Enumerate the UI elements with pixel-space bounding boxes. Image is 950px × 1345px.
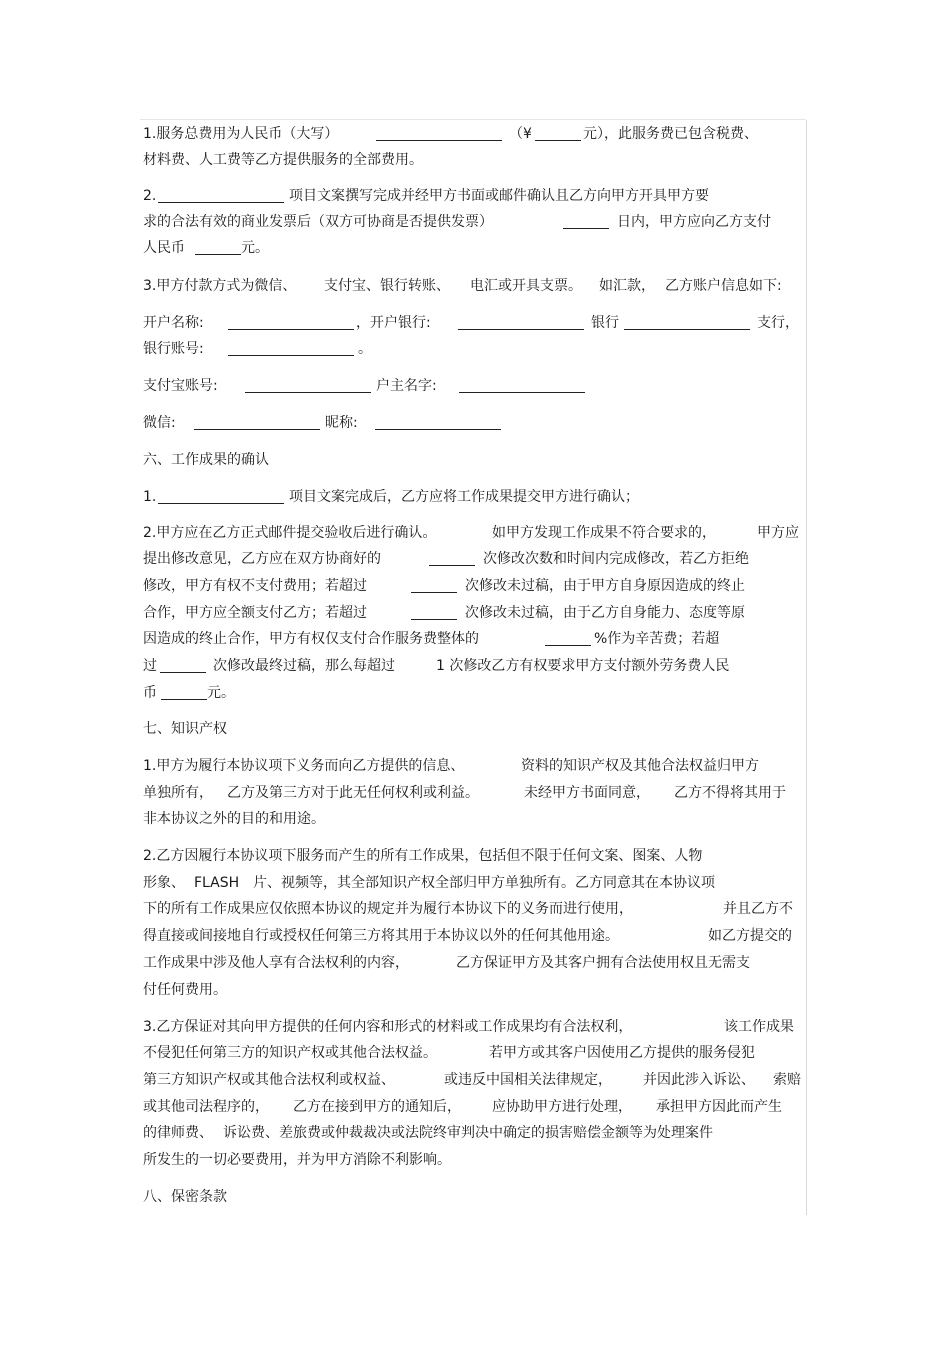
wechat-line: 微信: 昵称: bbox=[143, 412, 803, 434]
section-6-heading: 六、工作成果的确认 bbox=[143, 452, 269, 468]
account-number-blank[interactable] bbox=[228, 355, 354, 356]
account-line-1: 开户名称: ，开户银行: 银行 支行， bbox=[143, 315, 799, 331]
page-frame-right bbox=[806, 120, 807, 1215]
fee-amount-words-blank[interactable] bbox=[376, 140, 502, 141]
s6-c2-line-4: 合作，甲方应全额支付乙方；若超过 次修改未过稿，由于乙方自身能力、态度等原 bbox=[143, 605, 745, 621]
s7-c2-line-3: 下的所有工作成果应仅依照本协议的规定并为履行本协议下的义务而进行使用， 并且乙方不 bbox=[143, 901, 793, 917]
method-line: 3.甲方付款方式为微信、 支付宝、银行转账、 电汇或开具支票。 如汇款， 乙方账户信息如下: bbox=[143, 278, 782, 294]
s6-revision-count-blank[interactable] bbox=[429, 565, 475, 566]
s7-c3-line-3: 第三方知识产权或其他合法权利或权益、 或违反中国相关法律规定， 并因此涉入诉讼、 索赔 bbox=[143, 1072, 801, 1088]
account-bank-blank[interactable] bbox=[458, 329, 584, 330]
fee-amount-number-blank[interactable] bbox=[535, 140, 581, 141]
payment-line-3: 人民币 元。 bbox=[143, 240, 269, 256]
s7-c2-line-6: 付任何费用。 bbox=[143, 982, 227, 998]
wechat-nickname-blank[interactable] bbox=[375, 429, 501, 430]
fee-line-2: 材料费、人工费等乙方提供服务的全部费用。 bbox=[143, 152, 423, 168]
alipay-holder-blank[interactable] bbox=[459, 392, 585, 393]
section-8-heading: 八、保密条款 bbox=[143, 1189, 227, 1205]
s6-c2-line-6: 过 次修改最终过稿，那么每超过 1 次修改乙方有权要求甲方支付额外劳务费人民 bbox=[143, 658, 730, 674]
payment-line-1: 2. 项目文案撰写完成并经甲方书面或邮件确认且乙方向甲方开具甲方要 bbox=[143, 188, 709, 204]
s7-c2-line-5: 工作成果中涉及他人享有合法权利的内容， 乙方保证甲方及其客户拥有合法使用权且无需支 bbox=[143, 955, 750, 971]
s7-c2-line-4: 得直接或间接地自行或授权任何第三方将其用于本协议以外的任何其他用途。 如乙方提交的 bbox=[143, 928, 792, 944]
s7-c3-line-2: 不侵犯任何第三方的知识产权或其他合法权益。 若甲方或其客户因使用乙方提供的服务侵犯 bbox=[143, 1045, 755, 1061]
page-frame-top bbox=[140, 119, 806, 120]
s6-final-count-blank[interactable] bbox=[160, 672, 206, 673]
account-line-2: 银行账号: 。 bbox=[143, 341, 372, 357]
payment-project-blank[interactable] bbox=[158, 202, 284, 203]
payment-days-blank[interactable] bbox=[563, 228, 609, 229]
s7-c3-line-6: 所发生的一切必要费用，并为甲方消除不利影响。 bbox=[143, 1152, 451, 1168]
s7-c2-line-1: 2.乙方因履行本协议项下服务而产生的所有工作成果，包括但不限于任何文案、图案、人物 bbox=[143, 848, 703, 864]
section-7-heading: 七、知识产权 bbox=[143, 721, 227, 737]
s6-c2-line-1: 2.甲方应在乙方正式邮件提交验收后进行确认。 如甲方发现工作成果不符合要求的， 甲方应 bbox=[143, 525, 799, 541]
s6-project-blank[interactable] bbox=[158, 503, 284, 504]
fee-line-1: 1.服务总费用为人民币（大写） （¥ 元），此服务费已包含税费、 bbox=[143, 126, 758, 142]
s7-c2-line-2: 形象、 FLASH 片、视频等，其全部知识产权全部归甲方单独所有。乙方同意其在本协议项 bbox=[143, 875, 715, 891]
s6-overrun-blank-2[interactable] bbox=[411, 619, 457, 620]
account-name-blank[interactable] bbox=[228, 329, 354, 330]
payment-line-2: 求的合法有效的商业发票后（双方可协商是否提供发票） 日内，甲方应向乙方支付 bbox=[143, 214, 771, 230]
s6-extra-fee-blank[interactable] bbox=[161, 699, 207, 700]
s6-clause-1: 1. 项目文案完成后，乙方应将工作成果提交甲方进行确认； bbox=[143, 489, 639, 505]
s6-percent-blank[interactable] bbox=[545, 645, 591, 646]
alipay-line: 支付宝账号: 户主名字: bbox=[143, 375, 803, 397]
s6-c2-line-7: 币 元。 bbox=[143, 685, 235, 701]
alipay-account-blank[interactable] bbox=[245, 392, 371, 393]
payment-amount-blank[interactable] bbox=[195, 254, 241, 255]
s7-c1-line-2: 单独所有， 乙方及第三方对于此无任何权利或利益。 未经甲方书面同意， 乙方不得将其用于 bbox=[143, 785, 786, 801]
account-branch-blank[interactable] bbox=[624, 329, 750, 330]
s7-c1-line-1: 1.甲方为履行本协议项下义务而向乙方提供的信息、 资料的知识产权及其他合法权益归甲方 bbox=[143, 758, 759, 774]
s7-c3-line-5: 的律师费、 诉讼费、差旅费或仲裁裁决或法院终审判决中确定的损害赔偿金额等为处理案件 bbox=[143, 1125, 713, 1141]
s6-c2-line-3: 修改，甲方有权不支付费用；若超过 次修改未过稿，由于甲方自身原因造成的终止 bbox=[143, 578, 745, 594]
s7-c3-line-4: 或其他司法程序的， 乙方在接到甲方的通知后， 应协助甲方进行处理， 承担甲方因此而产生 bbox=[143, 1099, 782, 1115]
s6-c2-line-5: 因造成的终止合作，甲方有权仅支付合作服务费整体的 %作为辛苦费；若超 bbox=[143, 631, 720, 647]
s6-c2-line-2: 提出修改意见，乙方应在双方协商好的 次修改次数和时间内完成修改，若乙方拒绝 bbox=[143, 551, 749, 567]
wechat-account-blank[interactable] bbox=[194, 429, 320, 430]
s7-c3-line-1: 3.乙方保证对其向甲方提供的任何内容和形式的材料或工作成果均有合法权利， 该工作成果 bbox=[143, 1019, 794, 1035]
s6-overrun-blank-1[interactable] bbox=[411, 592, 457, 593]
s7-c1-line-3: 非本协议之外的目的和用途。 bbox=[143, 811, 325, 827]
